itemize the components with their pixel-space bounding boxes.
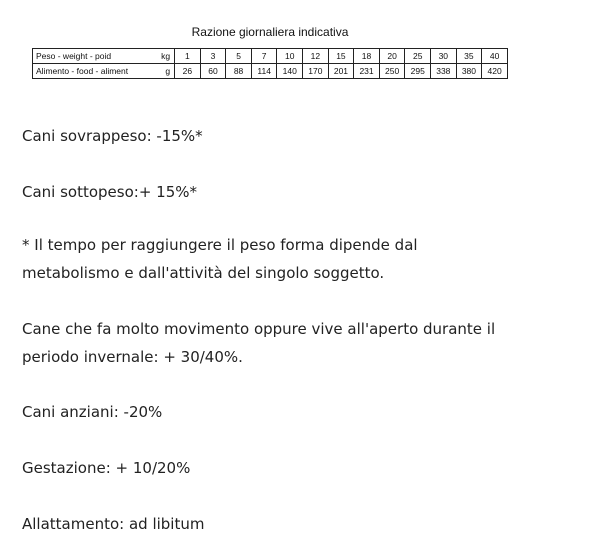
underweight-note: Cani sottopeso:+ 15%* bbox=[22, 183, 198, 201]
active-line-1: Cane che fa molto movimento oppure vive all'aperto durante il bbox=[22, 320, 496, 338]
food-cell: 88 bbox=[226, 64, 252, 79]
footnote-paragraph bbox=[22, 231, 418, 287]
food-row-label bbox=[33, 64, 175, 79]
weight-row-label bbox=[33, 49, 175, 64]
weight-cell: 18 bbox=[354, 49, 380, 64]
weight-row bbox=[33, 49, 508, 64]
food-cell: 170 bbox=[303, 64, 329, 79]
table-title: Razione giornaliera indicativa bbox=[191, 25, 349, 39]
active-line-2: periodo invernale: + 30/40%. bbox=[22, 348, 243, 366]
weight-cell: 30 bbox=[431, 49, 457, 64]
overweight-note: Cani sovrappeso: -15%* bbox=[22, 127, 203, 145]
food-cell: 26 bbox=[175, 64, 201, 79]
weight-cell: 7 bbox=[251, 49, 277, 64]
senior-note: Cani anziani: -20% bbox=[22, 403, 163, 421]
food-cell: 420 bbox=[482, 64, 508, 79]
weight-cell: 15 bbox=[328, 49, 354, 64]
food-label: Alimento - food - aliment bbox=[36, 66, 129, 76]
food-cell: 380 bbox=[456, 64, 482, 79]
weight-cell: 5 bbox=[226, 49, 252, 64]
footnote-line-2: metabolismo e dall'attività del singolo soggetto. bbox=[22, 264, 385, 282]
weight-cell: 3 bbox=[200, 49, 226, 64]
footnote-line-1: * Il tempo per raggiungere il peso forma dipende dal bbox=[22, 236, 418, 254]
gestation-note: Gestazione: + 10/20% bbox=[22, 459, 191, 477]
food-cell: 295 bbox=[405, 64, 431, 79]
food-cell: 231 bbox=[354, 64, 380, 79]
food-unit: g bbox=[165, 66, 171, 76]
weight-cell: 35 bbox=[456, 49, 482, 64]
weight-cell: 40 bbox=[482, 49, 508, 64]
food-cell: 338 bbox=[431, 64, 457, 79]
food-cell: 201 bbox=[328, 64, 354, 79]
weight-cell: 1 bbox=[175, 49, 201, 64]
weight-unit: kg bbox=[161, 51, 171, 61]
food-row bbox=[33, 64, 508, 79]
weight-cell: 10 bbox=[277, 49, 303, 64]
lactation-note: Allattamento: ad libitum bbox=[22, 515, 205, 533]
weight-cell: 25 bbox=[405, 49, 431, 64]
daily-ration-table bbox=[32, 48, 508, 79]
food-cell: 114 bbox=[251, 64, 277, 79]
weight-label: Peso - weight - poid bbox=[36, 51, 112, 61]
food-cell: 60 bbox=[200, 64, 226, 79]
food-cell: 250 bbox=[379, 64, 405, 79]
weight-cell: 12 bbox=[303, 49, 329, 64]
active-dog-paragraph bbox=[22, 315, 495, 371]
weight-cell: 20 bbox=[379, 49, 405, 64]
food-cell: 140 bbox=[277, 64, 303, 79]
